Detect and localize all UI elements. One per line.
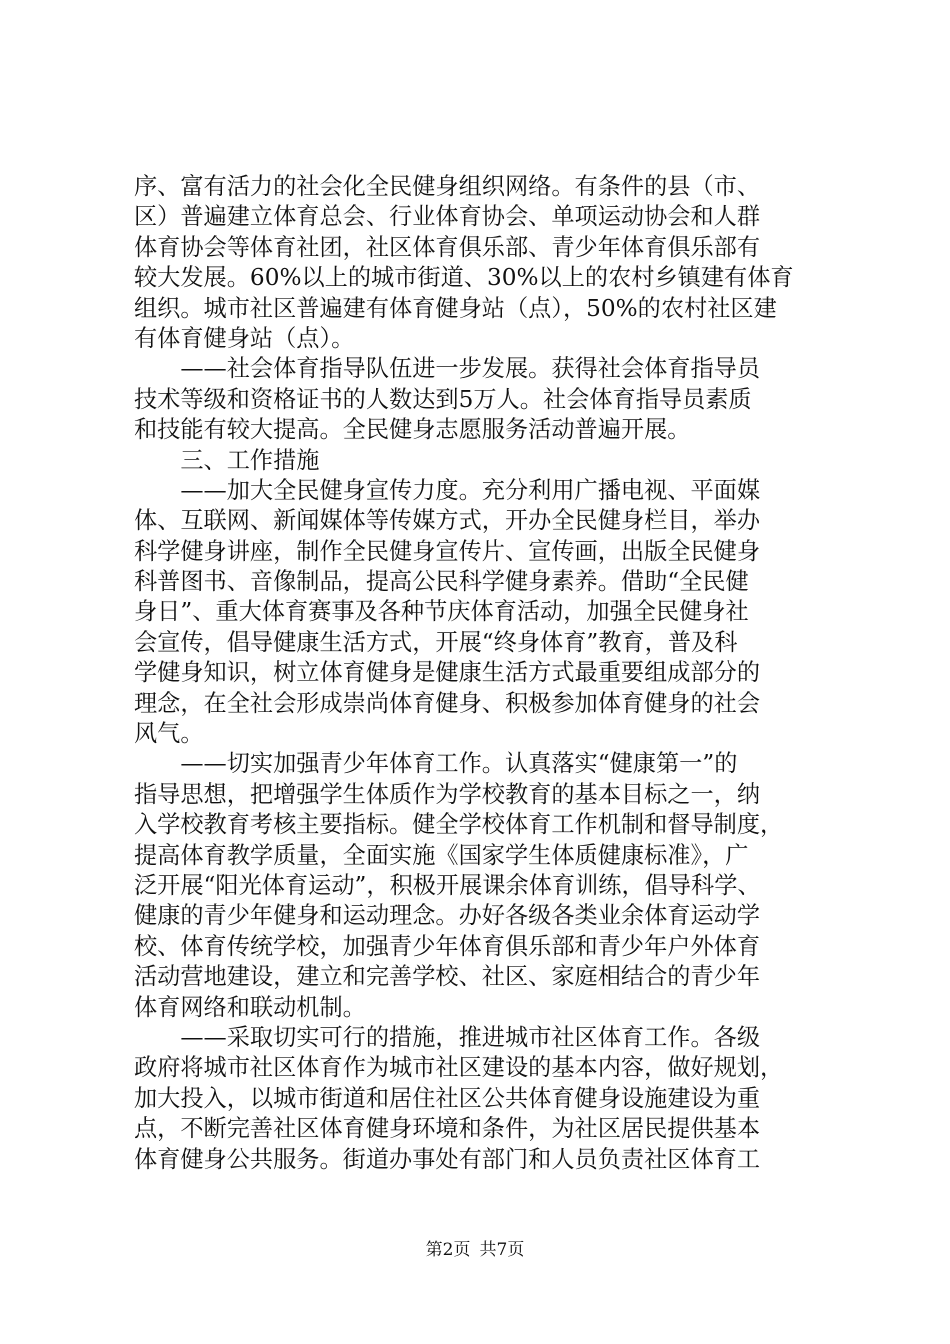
text-line: 序、富有活力的社会化全民健身组织网络。有条件的县（市、 (134, 173, 761, 200)
text-line: 会宣传，倡导健康生活方式，开展“终身体育”教育，普及科 (134, 628, 738, 656)
text-line: 体育健身公共服务。街道办事处有部门和人员负责社区体育工 (134, 1145, 761, 1173)
text-line: 三、工作措施 (134, 446, 320, 474)
text-line: 政府将城市社区体育作为城市社区建设的基本内容，做好规划， (134, 1054, 784, 1082)
text-line: 指导思想，把增强学生体质作为学校教育的基本目标之一，纳 (134, 780, 761, 808)
text-line: 校、体育传统学校，加强青少年体育俱乐部和青少年户外体育 (134, 932, 761, 960)
text-line: 提高体育教学质量，全面实施《国家学生体质健康标准》，广 (134, 841, 749, 869)
text-line: 科学健身讲座，制作全民健身宣传片、宣传画，出版全民健身 (134, 537, 761, 565)
text-line: 技术等级和资格证书的人数达到5万人。社会体育指导员素质 (134, 385, 752, 413)
text-line: 科普图书、音像制品，提高公民科学健身素养。借助“全民健 (134, 568, 749, 596)
page-number-total: 共7页 (479, 1240, 525, 1260)
text-line: 理念，在全社会形成崇尚体育健身、积极参加体育健身的社会 (134, 689, 761, 717)
text-line: 组织。城市社区普遍建有体育健身站（点），50%的农村社区建 (134, 294, 777, 322)
text-line: 学健身知识，树立体育健身是健康生活方式最重要组成部分的 (134, 659, 761, 687)
text-line: 点，不断完善社区体育健身环境和条件，为社区居民提供基本 (134, 1115, 761, 1143)
text-line: 风气。 (134, 720, 204, 748)
text-line: 和技能有较大提高。全民健身志愿服务活动普遍开展。 (134, 416, 691, 444)
text-line: 入学校教育考核主要指标。健全学校体育工作机制和督导制度， (134, 811, 784, 839)
text-line: 体、互联网、新闻媒体等传媒方式，开办全民健身栏目，举办 (134, 507, 761, 535)
text-line: 有体育健身站（点）。 (134, 324, 355, 352)
text-line: 健康的青少年健身和运动理念。办好各级各类业余体育运动学 (134, 902, 761, 930)
text-line: 体育协会等体育社团，社区体育俱乐部、青少年体育俱乐部有 (134, 233, 761, 261)
text-line: ——采取切实可行的措施，推进城市社区体育工作。各级 (134, 1023, 761, 1051)
page-footer (0, 1240, 950, 1260)
text-line: ——切实加强青少年体育工作。认真落实“健康第一”的 (134, 750, 738, 778)
text-line: ——社会体育指导队伍进一步发展。获得社会体育指导员 (134, 355, 761, 383)
page-number-current: 第2页 (425, 1240, 471, 1260)
text-line: 区）普遍建立体育总会、行业体育协会、单项运动协会和人群 (134, 203, 761, 231)
text-line: 较大发展。60%以上的城市街道、30%以上的农村乡镇建有体育 (134, 264, 794, 292)
text-line: ——加大全民健身宣传力度。充分利用广播电视、平面媒 (134, 476, 761, 504)
text-line: 体育网络和联动机制。 (134, 993, 366, 1021)
text-line: 身日”、重大体育赛事及各种节庆体育活动，加强全民健身社 (134, 598, 749, 626)
text-line: 加大投入，以城市街道和居住社区公共体育健身设施建设为重 (134, 1084, 761, 1112)
text-line: 泛开展“阳光体育运动”，积极开展课余体育训练，倡导科学、 (134, 871, 761, 899)
text-line: 活动营地建设，建立和完善学校、社区、家庭相结合的青少年 (134, 963, 761, 991)
body-text (134, 172, 834, 1175)
